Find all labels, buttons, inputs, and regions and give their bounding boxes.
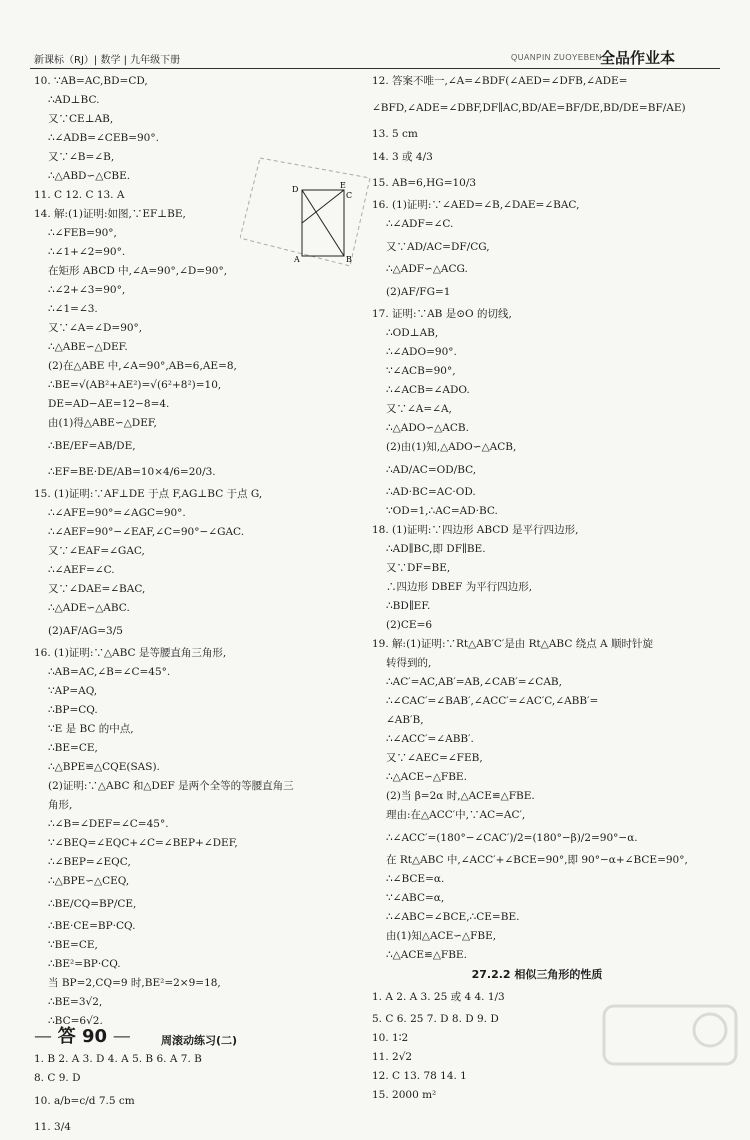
answer-line: 转得到的, <box>386 657 432 669</box>
answer-line: 15. AB=6,HG=10/3 <box>372 177 477 189</box>
answer-line: (2)AF/FG=1 <box>386 286 451 298</box>
answer-line: ∴BE·CE=BP·CQ. <box>48 920 136 932</box>
answer-line: ∴∠2+∠3=90°, <box>48 284 126 296</box>
answer-line: ∴∠ABC=∠BCE,∴CE=BE. <box>386 911 520 923</box>
answer-line: ∴∠BEP=∠EQC, <box>48 856 131 868</box>
label-e: E <box>340 181 346 190</box>
answer-line: 18. (1)证明:∵四边形 ABCD 是平行四边形, <box>372 524 579 536</box>
page-number-label: 答 90 <box>57 1026 108 1047</box>
answer-line: ∴四边形 DBEF 为平行四边形, <box>386 581 533 593</box>
answer-line: DE=AD−AE=12−8=4. <box>48 398 170 410</box>
answer-line: ∴△ADE∽△ABC. <box>48 602 130 614</box>
answer-line: ∵E 是 BC 的中点, <box>48 723 134 735</box>
answer-line: ∵∠ABC=α, <box>386 892 445 904</box>
label-d: D <box>292 185 299 194</box>
answer-line: ∴△ADF∽△ACG. <box>386 263 468 275</box>
answer-line: 11. C 12. C 13. A <box>34 189 125 201</box>
answer-line: ∴△BPE≌△CQE(SAS). <box>48 761 160 773</box>
answer-line: 16. (1)证明:∵△ABC 是等腰直角三角形, <box>34 647 227 659</box>
answer-line: ∴∠ACC′=(180°−∠CAC′)/2=(180°−β)/2=90°−α. <box>386 832 638 844</box>
answer-line: 又∵∠EAF=∠GAC, <box>48 545 145 557</box>
answer-line: 10. 1∶2 <box>372 1032 409 1044</box>
section-title: 27.2.2 相似三角形的性质 <box>471 968 603 981</box>
answer-line: ∴BD∥EF. <box>386 600 431 612</box>
answer-line: 由(1)得△ABE∽△DEF, <box>48 417 157 429</box>
answer-line: 10. ∵AB=AC,BD=CD, <box>34 75 148 87</box>
label-b: B <box>346 255 352 264</box>
answer-line: 15. 2000 m² <box>372 1089 437 1101</box>
answer-line: 角形, <box>48 799 73 811</box>
answer-line: 11. 3/4 <box>34 1121 71 1133</box>
answer-line: ∵BE=CE, <box>48 939 98 951</box>
answer-line: ∴∠ACB=∠ADO. <box>386 384 470 396</box>
answer-line: ∠BFD,∠ADE=∠DBF,DF∥AC,BD/AE=BF/DE,BD/DE=BF/AE) <box>372 102 686 114</box>
answer-line: 当 BP=2,CQ=9 时,BE²=2×9=18, <box>48 977 221 989</box>
answer-line: ∴BE/CQ=BP/CE, <box>48 898 137 910</box>
label-c: C <box>346 191 353 200</box>
answer-line: ∴△ABD∽△CBE. <box>48 170 131 182</box>
header-pinyin: QUANPIN ZUOYEBEN <box>511 53 602 62</box>
page-number: — 答 90 — <box>34 1026 131 1047</box>
answer-line: 又∵∠B=∠B, <box>48 151 115 163</box>
answer-line: ∴△ADO∽△ACB. <box>386 422 469 434</box>
answer-line: (2)在△ABE 中,∠A=90°,AB=6,AE=8, <box>48 360 237 372</box>
answer-line: ∴∠ADB=∠CEB=90°. <box>48 132 159 144</box>
answer-line: ∴△ACE∽△FBE. <box>386 771 467 783</box>
answer-line: ∠AB′B, <box>386 714 424 726</box>
answer-line: 在 Rt△ABC 中,∠ACC′+∠BCE=90°,即 90°−α+∠BCE=90°, <box>386 854 688 866</box>
answer-line: 16. (1)证明:∵∠AED=∠B,∠DAE=∠BAC, <box>372 199 580 211</box>
scan-fold-outline <box>240 158 370 266</box>
answer-line: ∴EF=BE·DE/AB=10×4/6=20/3. <box>48 466 216 478</box>
answer-line: ∵∠ACB=90°, <box>386 365 456 377</box>
right-column <box>372 72 702 1105</box>
answer-line: ∴∠ACC′=∠ABB′. <box>386 733 474 745</box>
answer-line: 1. B 2. A 3. D 4. A 5. B 6. A 7. B <box>34 1053 202 1065</box>
label-a: A <box>294 255 300 264</box>
answer-line: 由(1)知△ACE∽△FBE, <box>386 930 497 942</box>
segment-eb <box>302 190 344 256</box>
answer-line: ∴BE=CE, <box>48 742 98 754</box>
answer-line: 又∵∠AEC=∠FEB, <box>386 752 483 764</box>
answer-line: 10. a/b=c/d 7.5 cm <box>34 1095 135 1107</box>
answer-line: ∵∠BEQ=∠EQC+∠C=∠BEP+∠DEF, <box>48 837 238 849</box>
answer-line: ∴∠AEF=∠C. <box>48 564 115 576</box>
answer-line: 又∵AD/AC=DF/CG, <box>386 241 490 253</box>
answer-line: ∴AD/AC=OD/BC, <box>386 464 477 476</box>
answer-line: 12. C 13. 78 14. 1 <box>372 1070 467 1082</box>
answer-line: 14. 3 或 4/3 <box>372 151 433 163</box>
segment-ef <box>302 190 344 223</box>
answer-line: ∵AP=AQ, <box>48 685 98 697</box>
answer-line: ∴△BPE∽△CEQ, <box>48 875 130 887</box>
answer-line: 17. 证明:∵AB 是⊙O 的切线, <box>372 308 512 320</box>
answer-line: 1. A 2. A 3. 25 或 4 4. 1/3 <box>372 991 505 1003</box>
answer-line: ∴BE²=BP·CQ. <box>48 958 121 970</box>
answer-line: ∴∠1+∠2=90°. <box>48 246 126 258</box>
answer-line: ∴∠FEB=90°, <box>48 227 117 239</box>
answer-line: ∴∠1=∠3. <box>48 303 98 315</box>
header-divider <box>30 68 720 69</box>
answer-line: 5. C 6. 25 7. D 8. D 9. D <box>372 1013 499 1025</box>
answer-line: ∴△ABE∽△DEF. <box>48 341 128 353</box>
answer-line: 14. 解:(1)证明:如图,∵EF⊥BE, <box>34 208 186 220</box>
answer-line: ∴AB=AC,∠B=∠C=45°. <box>48 666 171 678</box>
answer-line: 又∵∠DAE=∠BAC, <box>48 583 146 595</box>
answer-line: ∴AD·BC=AC·OD. <box>386 486 476 498</box>
rectangle-figure <box>240 148 380 268</box>
answer-line: 又∵∠A=∠A, <box>386 403 452 415</box>
answer-line: 在矩形 ABCD 中,∠A=90°,∠D=90°, <box>48 265 228 277</box>
answer-line: (2)AF/AG=3/5 <box>48 625 123 637</box>
answer-line: ∴∠BCE=α. <box>386 873 445 885</box>
answer-line: ∴BE=√(AB²+AE²)=√(6²+8²)=10, <box>48 379 222 391</box>
answer-line: 8. C 9. D <box>34 1072 81 1084</box>
answer-line: ∴∠AEF=90°−∠EAF,∠C=90°−∠GAC. <box>48 526 245 538</box>
answer-line: 15. (1)证明:∵AF⊥DE 于点 F,AG⊥BC 于点 G, <box>34 488 263 500</box>
answer-line: ∴BE=3√2, <box>48 996 103 1008</box>
header-brand: 全品作业本 <box>600 49 676 67</box>
answer-line: ∴∠AFE=90°=∠AGC=90°. <box>48 507 186 519</box>
watermark-stamp <box>600 1000 740 1070</box>
answer-line: 13. 5 cm <box>372 128 418 140</box>
answer-line: ∴∠B=∠DEF=∠C=45°. <box>48 818 169 830</box>
answer-line: 19. 解:(1)证明:∵Rt△AB′C′是由 Rt△ABC 绕点 A 顺时针旋 <box>372 638 653 650</box>
answer-line: (2)由(1)知,△ADO∽△ACB, <box>386 441 517 453</box>
answer-line: ∴BP=CQ. <box>48 704 98 716</box>
answer-line: ∴∠CAC′=∠BAB′,∠ACC′=∠AC′C,∠ABB′= <box>386 695 599 707</box>
answer-line: ∴BE/EF=AB/DE, <box>48 440 136 452</box>
answer-line: ∴△ACE≌△FBE. <box>386 949 467 961</box>
answer-line: ∴BC=6√2. <box>48 1015 103 1027</box>
answer-line: ∴∠ADO=90°. <box>386 346 457 358</box>
answer-line: ∴∠ADF=∠C. <box>386 218 454 230</box>
weekly-practice-title: 周滚动练习(二) <box>160 1034 238 1047</box>
answer-line: 又∵CE⊥AB, <box>48 113 114 125</box>
answer-line: 11. 2√2 <box>372 1051 413 1063</box>
answer-line: ∴OD⊥AB, <box>386 327 439 339</box>
header-subject: 新课标（RJ）| 数学 | 九年级下册 <box>34 55 181 66</box>
answer-line: ∴AC′=AC,AB′=AB,∠CAB′=∠CAB, <box>386 676 562 688</box>
answer-line: (2)CE=6 <box>386 619 433 631</box>
answer-line: ∴AD∥BC,即 DF∥BE. <box>386 543 486 555</box>
answer-line: ∴AD⊥BC. <box>48 94 100 106</box>
answer-line: 又∵∠A=∠D=90°, <box>48 322 143 334</box>
answer-line: (2)当 β=2α 时,△ACE≌△FBE. <box>386 790 535 802</box>
answer-line: ∵OD=1,∴AC=AD·BC. <box>386 505 498 517</box>
answer-line: (2)证明:∵△ABC 和△DEF 是两个全等的等腰直角三 <box>48 780 294 792</box>
answer-line: 又∵DF=BE, <box>386 562 451 574</box>
answer-line: 理由:在△ACC′中,∵AC=AC′, <box>386 809 526 821</box>
answer-line: 12. 答案不唯一,∠A=∠BDF(∠AED=∠DFB,∠ADE= <box>372 75 628 87</box>
